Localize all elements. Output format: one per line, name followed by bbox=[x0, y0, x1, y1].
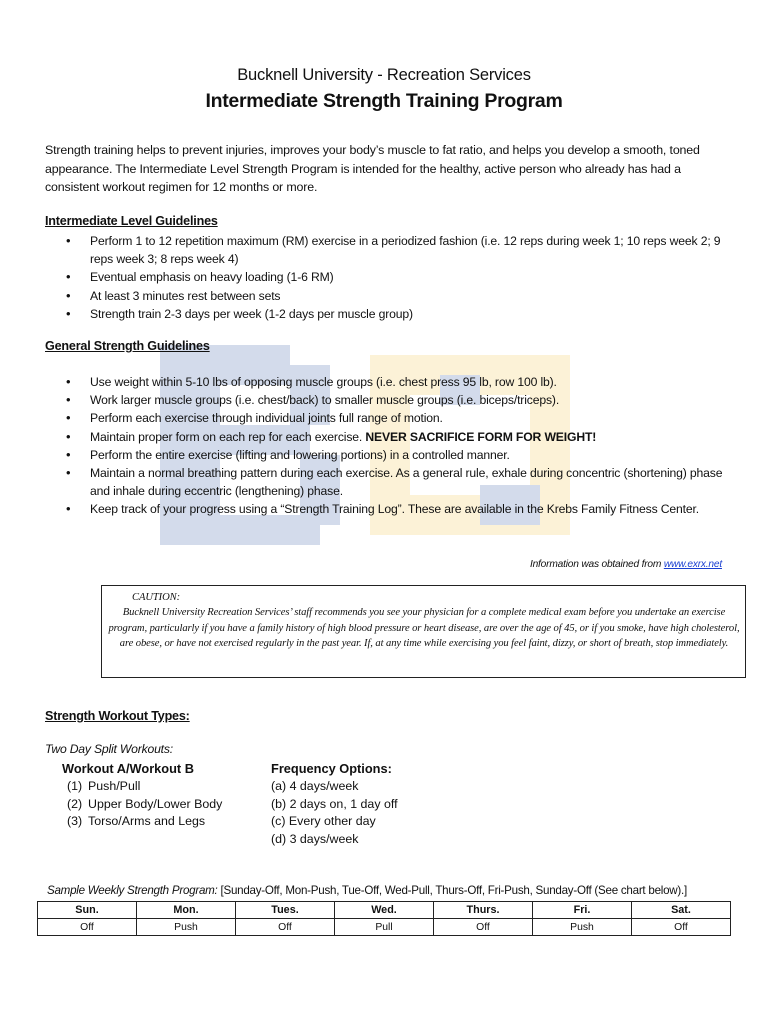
table-cell: Off bbox=[38, 919, 137, 936]
intermediate-guidelines-list bbox=[45, 232, 735, 323]
table-header-cell: Tues. bbox=[236, 902, 335, 919]
list-item: (b) 2 days on, 1 day off bbox=[271, 796, 398, 811]
workout-options bbox=[62, 760, 222, 831]
caution-box bbox=[101, 585, 746, 678]
list-item: • Maintain a normal breathing pattern during each exercise. As a general rule, exhale during concentric (shortening) phase and inhale during eccentric (lengthening) phase. bbox=[45, 464, 735, 500]
source-text: Information was obtained from bbox=[529, 559, 664, 570]
list-item: • Eventual emphasis on heavy loading (1-6 RM) bbox=[45, 268, 735, 286]
table-cell: Off bbox=[434, 919, 533, 936]
table-cell: Push bbox=[137, 919, 236, 936]
frequency-options-title: Frequency Options: bbox=[271, 761, 392, 776]
table-header-cell: Wed. bbox=[335, 902, 434, 919]
workout-types-heading: Strength Workout Types: bbox=[45, 709, 190, 723]
caution-text: Bucknell University Recreation Services’ staff recommends you see your physician for a complete medical exam before you undertake an exercise program, particularly if you have a family history of high blood pressure or heart disease, are over the age of 45, or if you smoke, have high cholesterol, are obese, or have not exercised regularly in the past year. If, at any time while exercising you feel faint, dizzy, or short of breath, stop immediately. bbox=[108, 607, 740, 650]
table-row bbox=[38, 919, 731, 936]
list-item: • Keep track of your progress using a “Strength Training Log”. These are available in the Krebs Family Fitness Center. bbox=[45, 500, 735, 518]
workout-options-title: Workout A/Workout B bbox=[62, 761, 194, 776]
table-cell: Off bbox=[236, 919, 335, 936]
list-item bbox=[45, 428, 735, 446]
general-guidelines-list bbox=[45, 373, 735, 519]
general-guidelines-heading: General Strength Guidelines bbox=[45, 339, 210, 353]
table-header-cell: Thurs. bbox=[434, 902, 533, 919]
list-item: (c) Every other day bbox=[271, 814, 376, 829]
caution-label: CAUTION: bbox=[132, 592, 181, 603]
list-item: • Strength train 2-3 days per week (1-2 days per muscle group) bbox=[45, 305, 735, 323]
form-warning-emphasis: NEVER SACRIFICE FORM FOR WEIGHT! bbox=[365, 429, 597, 444]
sample-program-caption bbox=[47, 884, 687, 897]
table-header-cell: Mon. bbox=[137, 902, 236, 919]
two-day-split-label: Two Day Split Workouts: bbox=[45, 742, 173, 756]
table-header-cell: Fri. bbox=[533, 902, 632, 919]
weekly-schedule-table bbox=[37, 901, 731, 936]
list-item: • Work larger muscle groups (i.e. chest/back) to smaller muscle groups (i.e. biceps/triceps). bbox=[45, 391, 735, 409]
table-cell: Push bbox=[533, 919, 632, 936]
list-item: • Use weight within 5-10 lbs of opposing muscle groups (i.e. chest press 95 lb, row 100 lb). bbox=[45, 373, 735, 391]
list-item: (1) Push/Pull bbox=[67, 778, 141, 793]
list-item: (3) Torso/Arms and Legs bbox=[67, 814, 206, 829]
page-title: Intermediate Strength Training Program bbox=[205, 90, 563, 112]
intermediate-guidelines-heading: Intermediate Level Guidelines bbox=[45, 214, 218, 228]
list-item: • Perform the entire exercise (lifting and lowering portions) in a controlled manner. bbox=[45, 446, 735, 464]
list-item: • Perform 1 to 12 repetition maximum (RM) exercise in a periodized fashion (i.e. 12 reps during week 1; 10 reps week 2; 9 reps week 3; 8 reps week 4) bbox=[45, 232, 735, 268]
list-item: • Perform each exercise through individual joints full range of motion. bbox=[45, 409, 735, 427]
table-header-cell: Sat. bbox=[632, 902, 731, 919]
table-header-cell: Sun. bbox=[38, 902, 137, 919]
table-cell: Off bbox=[632, 919, 731, 936]
organization-subtitle: Bucknell University - Recreation Services bbox=[237, 66, 531, 84]
source-link[interactable]: www.exrx.net bbox=[663, 559, 722, 570]
list-item: (2) Upper Body/Lower Body bbox=[67, 796, 223, 811]
table-cell: Pull bbox=[335, 919, 434, 936]
list-item: (d) 3 days/week bbox=[271, 832, 359, 847]
sample-program-detail: [Sunday-Off, Mon-Push, Tue-Off, Wed-Pull, Thurs-Off, Fri-Push, Sunday-Off (See chart below).] bbox=[217, 884, 687, 897]
table-header-row bbox=[38, 902, 731, 919]
sample-program-label: Sample Weekly Strength Program: bbox=[47, 884, 218, 897]
frequency-options bbox=[271, 760, 398, 849]
intro-paragraph: Strength training helps to prevent injuries, improves your body’s muscle to fat ratio, and helps you develop a smooth, toned appearance. The Intermediate Level Strength Program is intended for the healthy, active person who already has had a consistent workout regimen for 12 months or more. bbox=[45, 143, 700, 194]
list-item: (a) 4 days/week bbox=[271, 778, 359, 793]
list-item-text: Maintain proper form on each rep for each exercise. bbox=[90, 429, 366, 444]
list-item: • At least 3 minutes rest between sets bbox=[45, 287, 735, 305]
source-note bbox=[530, 559, 722, 570]
